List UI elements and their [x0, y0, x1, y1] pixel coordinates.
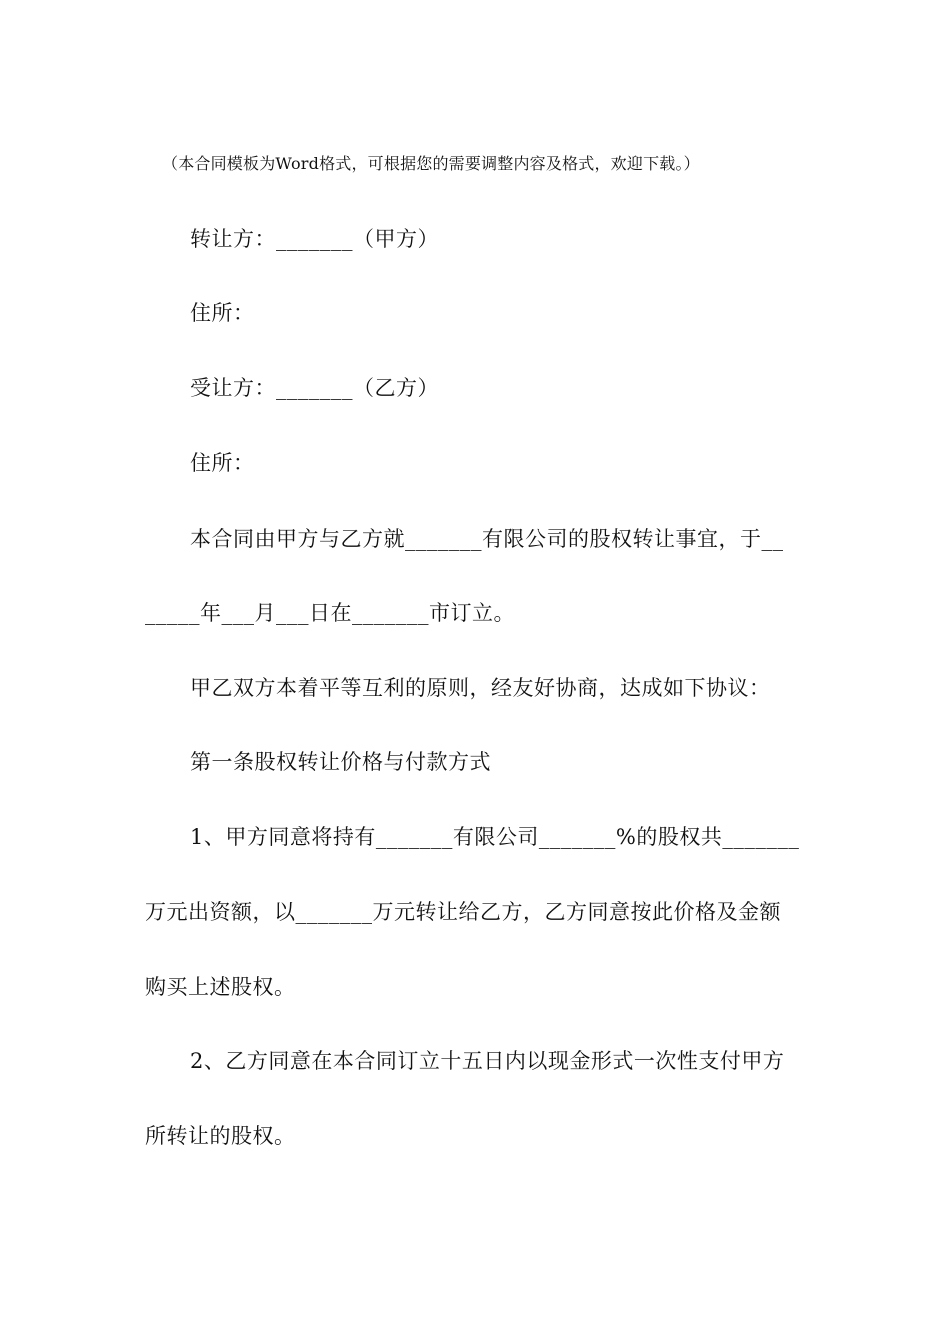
transferee-line: 受让方：_______（乙方） [190, 376, 439, 400]
contract-intro-line-2: _____年___月___日在_______市订立。 [145, 601, 515, 625]
transferor-address-line: 住所： [190, 301, 255, 325]
template-note: （本合同模板为Word格式，可根据您的需要调整内容及格式，欢迎下载。） [162, 154, 700, 173]
transferor-line: 转让方：_______（甲方） [190, 227, 439, 251]
article-one-heading: 第一条股权转让价格与付款方式 [190, 750, 491, 774]
clause-2-line-2: 所转让的股权。 [145, 1124, 296, 1148]
clause-2-line-1: 2、乙方同意在本合同订立十五日内以现金形式一次性支付甲方 [190, 1049, 785, 1073]
clause-1-line-3: 购买上述股权。 [145, 975, 296, 999]
clause-1-line-2: 万元出资额，以_______万元转让给乙方，乙方同意按此价格及金额 [145, 900, 781, 924]
agreement-statement-line: 甲乙双方本着平等互利的原则，经友好协商，达成如下协议： [190, 676, 771, 700]
transferee-address-line: 住所： [190, 451, 255, 475]
clause-1-line-1: 1、甲方同意将持有_______有限公司_______%的股权共_______ [190, 825, 800, 849]
contract-intro-line-1: 本合同由甲方与乙方就_______有限公司的股权转让事宜，于__ [190, 527, 784, 551]
